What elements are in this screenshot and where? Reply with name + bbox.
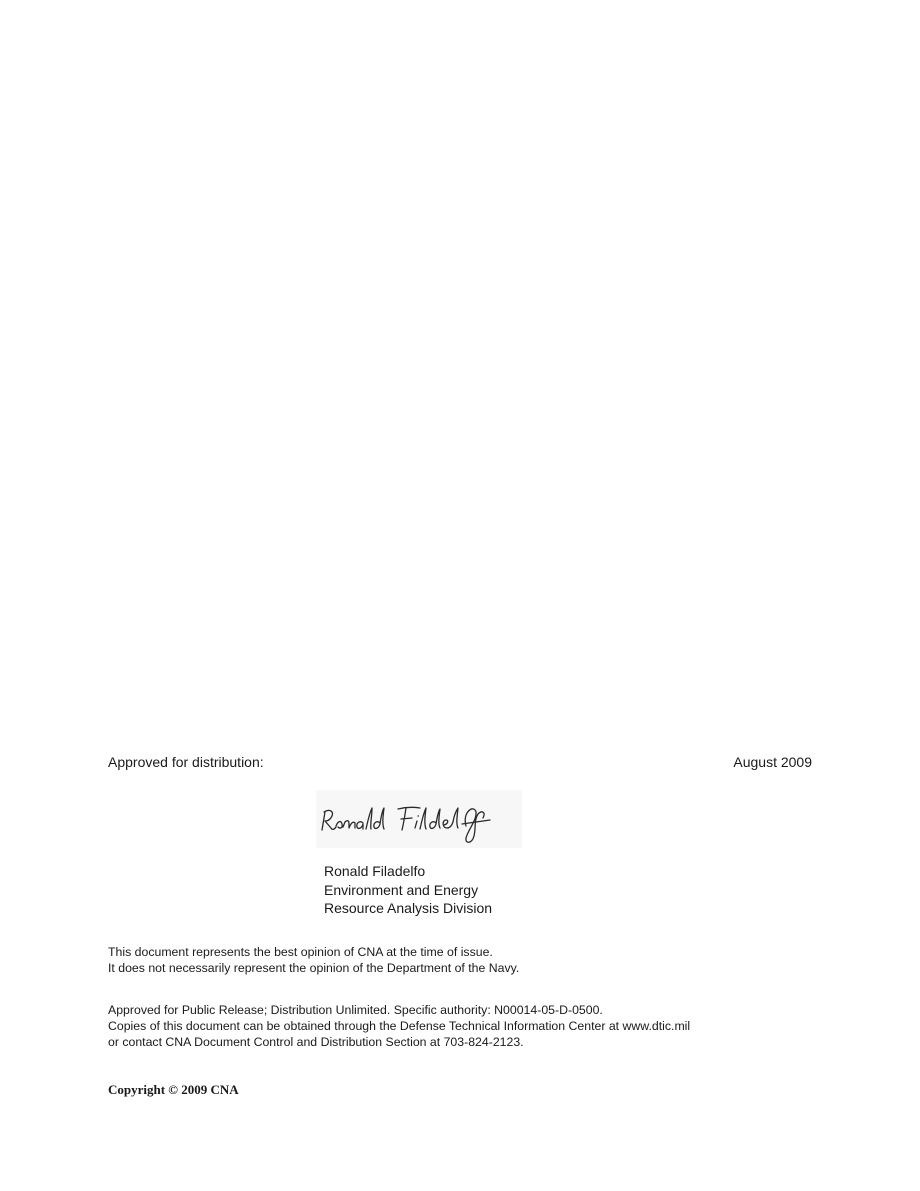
copyright-notice: Copyright © 2009 CNA [108, 1082, 239, 1097]
release-notice-line-1: Approved for Public Release; Distribution Unlimited. Specific authority: N00014-05-D-0500. [108, 1003, 603, 1017]
release-notice [108, 1002, 690, 1050]
release-notice-line-3: or contact CNA Document Control and Distribution Section at 703-824-2123. [108, 1035, 524, 1049]
release-notice-line-2: Copies of this document can be obtained through the Defense Technical Information Center at www.dtic.mil [108, 1019, 691, 1033]
signature-scribble [316, 790, 522, 848]
opinion-notice [108, 944, 519, 976]
opinion-notice-line-1: This document represents the best opinion of CNA at the time of issue. [108, 945, 493, 959]
signer-block [324, 862, 492, 918]
opinion-notice-line-2: It does not necessarily represent the opinion of the Department of the Navy. [108, 961, 520, 975]
signer-department: Environment and Energy [324, 881, 479, 898]
approval-date: August 2009 [733, 754, 812, 770]
handwritten-signature [316, 790, 522, 848]
signer-name: Ronald Filadelfo [324, 863, 426, 879]
approved-for-distribution-label: Approved for distribution: [108, 754, 264, 770]
signer-division: Resource Analysis Division [324, 900, 493, 916]
